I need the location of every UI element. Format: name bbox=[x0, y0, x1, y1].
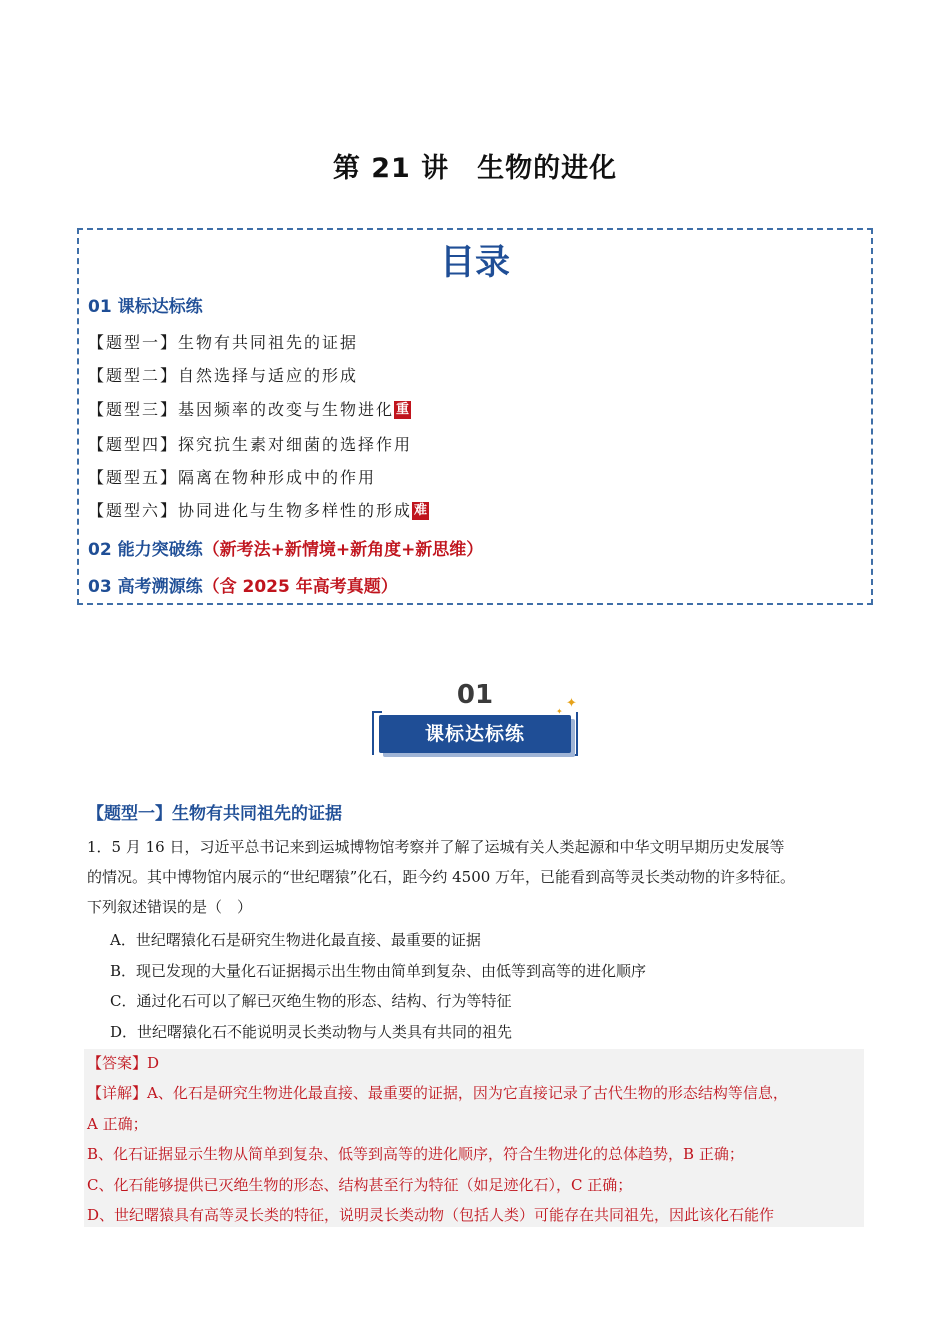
banner-label: 课标达标练 bbox=[424, 723, 525, 745]
toc-item-label: 【题型三】基因频率的改变与生物进化 bbox=[88, 400, 395, 419]
option-d: D．世纪曙猿化石不能说明灵长类动物与人类具有共同的祖先 bbox=[110, 1023, 513, 1041]
explanation-line-2: A 正确； bbox=[87, 1115, 148, 1133]
toc-item-2[interactable] bbox=[88, 363, 358, 386]
difficult-badge: 难 bbox=[414, 503, 428, 518]
toc-item-label: 【题型四】探究抗生素对细菌的选择作用 bbox=[88, 435, 413, 454]
toc-item-6[interactable] bbox=[88, 498, 429, 521]
toc-section-3-note: （含 2025 年高考真题） bbox=[202, 577, 398, 597]
option-c: C．通过化石可以了解已灭绝生物的形态、结构、行为等特征 bbox=[110, 992, 512, 1010]
toc-item-label: 【题型五】隔离在物种形成中的作用 bbox=[88, 468, 377, 487]
toc-section-1[interactable]: 01 课标达标练 bbox=[88, 297, 203, 317]
toc-section-3[interactable] bbox=[88, 572, 398, 597]
explanation-line-5: D、世纪曙猿具有高等灵长类的特征，说明灵长类动物（包括人类）可能存在共同祖先，因此该化石能作 bbox=[87, 1206, 775, 1224]
question-text-line-3: 下列叙述错误的是（ ） bbox=[87, 898, 253, 916]
option-b: B．现已发现的大量化石证据揭示出生物由简单到复杂、由低等到高等的进化顺序 bbox=[110, 962, 647, 980]
toc-item-4[interactable] bbox=[88, 432, 412, 455]
sparkle-small-icon: ✦ bbox=[556, 707, 563, 716]
banner-bar bbox=[379, 715, 571, 753]
banner-number: 01 bbox=[456, 680, 494, 710]
toc-item-label: 【题型一】生物有共同祖先的证据 bbox=[88, 333, 359, 352]
toc-item-3[interactable] bbox=[88, 397, 411, 420]
explanation-line-4: C、化石能够提供已灭绝生物的形态、结构甚至行为特征（如足迹化石），C 正确； bbox=[87, 1176, 633, 1194]
toc-heading: 目录 bbox=[439, 243, 510, 283]
toc-section-2-title: 02 能力突破练 bbox=[88, 540, 203, 560]
question-section-heading: 【题型一】生物有共同祖先的证据 bbox=[87, 804, 342, 824]
question-text-line-2: 的情况。其中博物馆内展示的“世纪曙猿”化石，距今约 4500 万年，已能看到高等灵长类动物的许多特征。 bbox=[87, 868, 796, 886]
toc-section-2[interactable] bbox=[88, 535, 483, 560]
section-banner bbox=[370, 680, 580, 760]
answer-line: 【答案】D bbox=[87, 1054, 160, 1072]
option-a: A．世纪曙猿化石是研究生物进化最直接、最重要的证据 bbox=[110, 931, 481, 949]
toc-section-2-note: （新考法+新情境+新角度+新思维） bbox=[202, 540, 484, 560]
explanation-line-1: 【详解】A、化石是研究生物进化最直接、最重要的证据，因为它直接记录了古代生物的形态结构等信息， bbox=[87, 1084, 788, 1102]
page-title: 第 21 讲 生物的进化 bbox=[332, 153, 618, 184]
sparkle-icon: ✦ bbox=[566, 696, 577, 711]
toc-section-3-title: 03 高考溯源练 bbox=[88, 577, 203, 597]
toc-item-label: 【题型二】自然选择与适应的形成 bbox=[88, 366, 359, 385]
toc-item-label: 【题型六】协同进化与生物多样性的形成 bbox=[88, 501, 413, 520]
answer-block bbox=[84, 1049, 864, 1227]
table-of-contents bbox=[77, 228, 873, 605]
key-point-badge: 重 bbox=[396, 402, 410, 417]
question-text-line-1: 1．5 月 16 日，习近平总书记来到运城博物馆考察并了解了运城有关人类起源和中华文明早期历史发展等 bbox=[87, 838, 785, 856]
toc-item-5[interactable] bbox=[88, 465, 376, 488]
explanation-line-3: B、化石证据显示生物从简单到复杂、低等到高等的进化顺序，符合生物进化的总体趋势，B 正确； bbox=[87, 1145, 744, 1163]
toc-item-1[interactable] bbox=[88, 330, 358, 353]
